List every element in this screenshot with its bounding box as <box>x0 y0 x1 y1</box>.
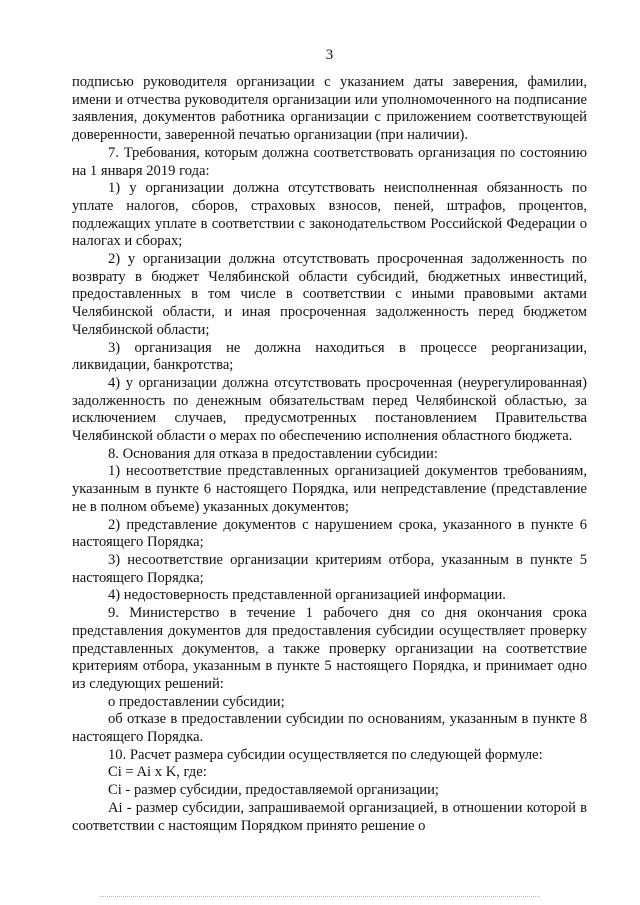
paragraph-9-decision-refuse: об отказе в предоставлении субсидии по основаниям, указанным в пункте 8 настоящего Порядка. <box>72 711 587 746</box>
paragraph-7-item-4: 4) у организации должна отсутствовать просроченная (неурегулированная) задолженность по денежным обязательствам перед Челябинской областью, за исключением случаев, предусмотренных постановлением Правительства Челябинской области о мерах по обеспечению исполнения областного бюджета. <box>72 374 587 445</box>
paragraph-7-item-1: 1) у организации должна отсутствовать неисполненная обязанность по уплате налогов, сборов, страховых взносов, пеней, штрафов, процентов, подлежащих уплате в соответствии с законодательством Российской Федерации о налогах и сборах; <box>72 180 587 250</box>
paragraph-9-decision-grant: о предоставлении субсидии; <box>108 693 285 710</box>
paragraph-8-item-2: 2) представление документов с нарушением срока, указанного в пункте 6 настоящего Порядка; <box>72 516 587 551</box>
page-number: 3 <box>325 47 334 63</box>
paragraph-7-item-2: 2) у организации должна отсутствовать просроченная задолженность по возврату в бюджет Челябинской области субсидий, бюджетных инвестиций, предоставленных в том числе в соответствии с иными правовыми актами Челябинской области, и иная просроченная задолженность перед бюджетом Челябинской области; <box>72 251 587 338</box>
page-bottom-edge <box>100 896 540 897</box>
paragraph-8-item-1: 1) несоответствие представленных организацией документов требованиям, указанным в пункте 6 настоящего Порядка, или непредставление (представление не в полном объеме) указанных документов; <box>72 463 587 515</box>
paragraph-10-calculation: 10. Расчет размера субсидии осуществляется по следующей формуле: <box>108 746 543 763</box>
formula-ci-definition: Ci - размер субсидии, предоставляемой организации; <box>108 782 439 799</box>
document-body <box>72 74 587 835</box>
paragraph-8-item-3: 3) несоответствие организации критериям отбора, указанным в пункте 5 настоящего Порядка; <box>72 551 587 586</box>
paragraph-7-requirements: 7. Требования, которым должна соответствовать организация по состоянию на 1 января 2019 года: <box>72 144 587 179</box>
paragraph-8-item-4: 4) недостоверность представленной организацией информации. <box>108 587 506 604</box>
paragraph-7-item-3: 3) организация не должна находиться в процессе реорганизации, ликвидации, банкротства; <box>72 339 587 374</box>
paragraph-signature-requirements: подписью руководителя организации с указанием даты заверения, фамилии, имени и отчества руководителя организации или уполномоченного на подписание заявления, документов работника организации с приложением соответствующей доверенности, заверенной печатью организации (при наличии). <box>72 74 587 144</box>
formula-line: Ci = Ai x K, где: <box>108 764 207 781</box>
paragraph-9-ministry-review: 9. Министерство в течение 1 рабочего дня со дня окончания срока представления документов для предоставления субсидии осуществляет проверку представленных документов, а также проверку организации на соответствие критериям отбора, указанным в пункте 5 настоящего Порядка, и принимает одно из следующих решений: <box>72 605 587 692</box>
formula-ai-definition: Ai - размер субсидии, запрашиваемой организацией, в отношении которой в соответствии с настоящим Порядком принято решение о <box>72 799 587 834</box>
paragraph-8-refusal-grounds: 8. Основания для отказа в предоставлении субсидии: <box>108 445 438 462</box>
